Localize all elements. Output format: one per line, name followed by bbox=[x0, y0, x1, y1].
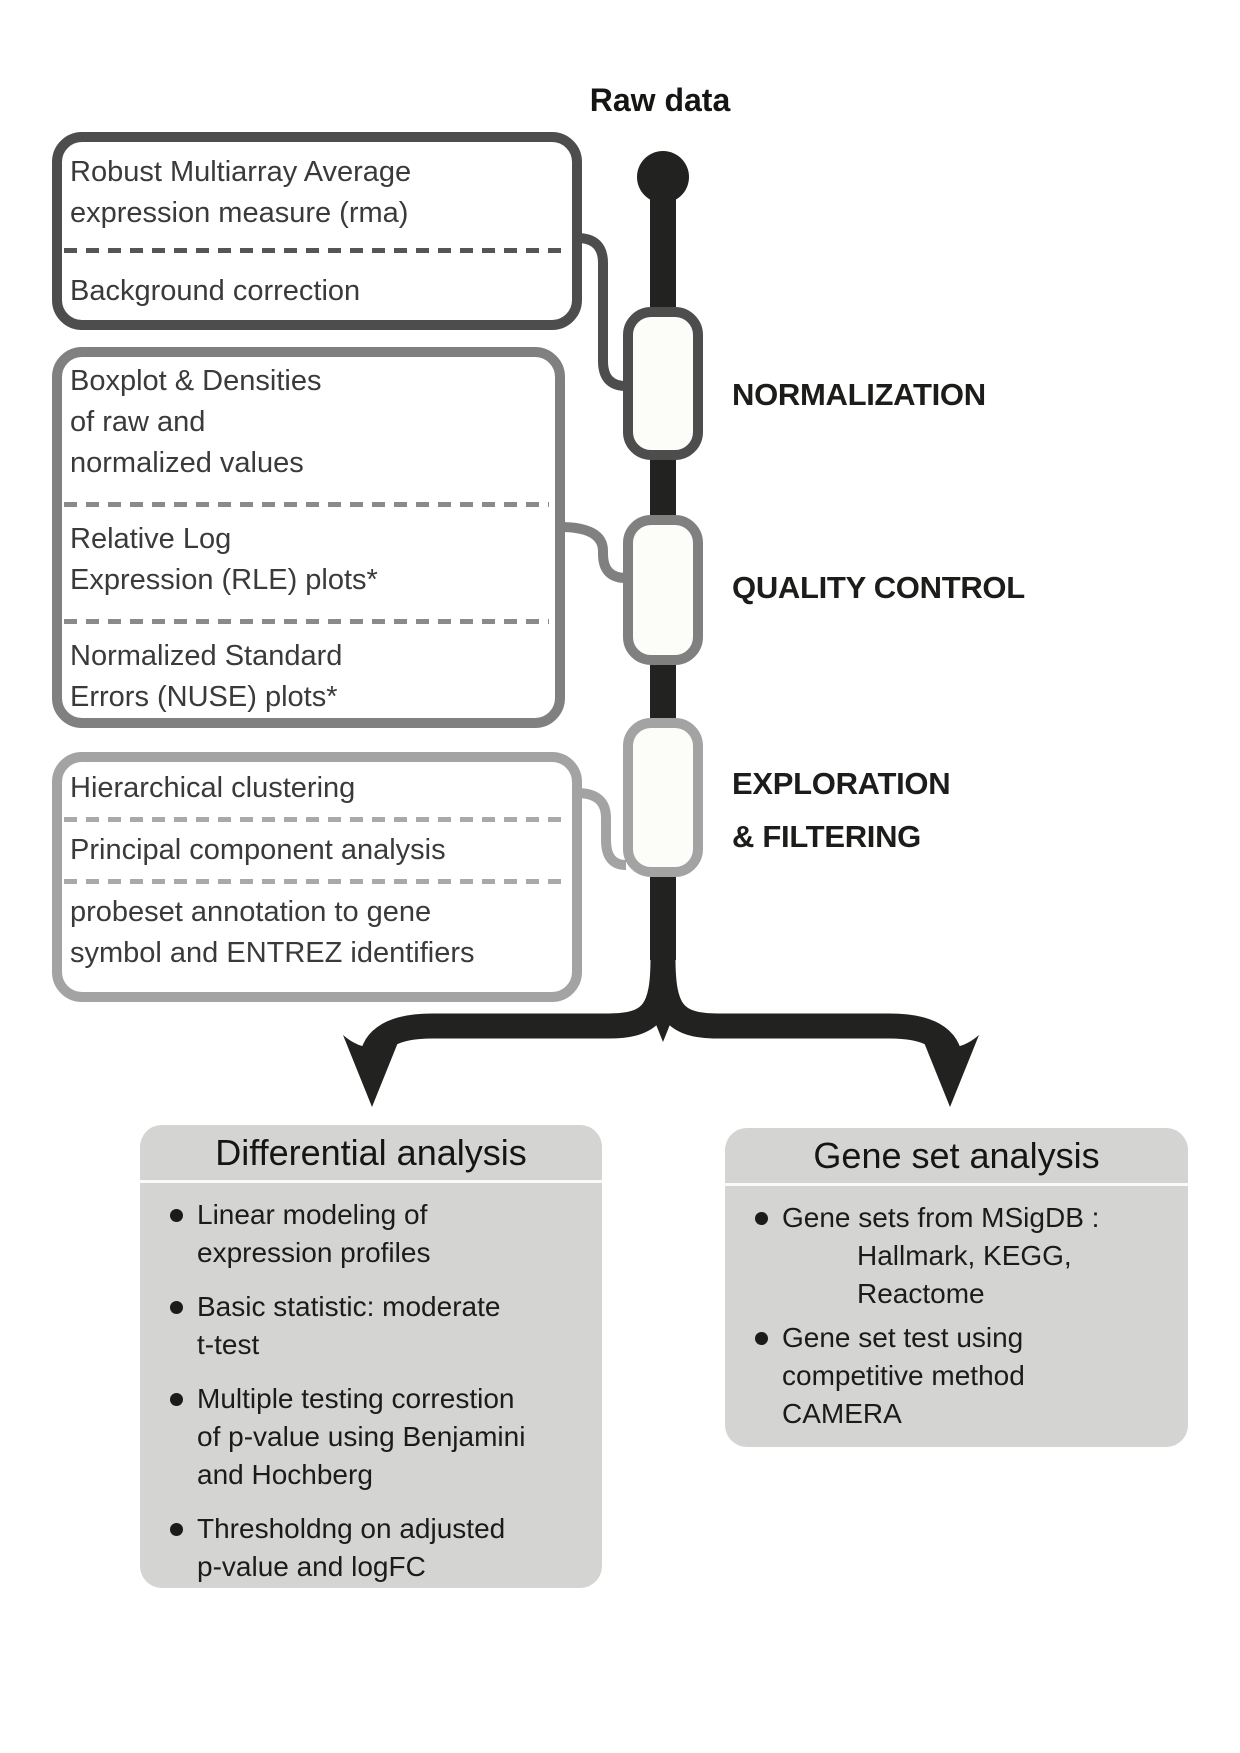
box-line: Boxplot & Densities bbox=[70, 365, 322, 397]
bullet-item bbox=[169, 1288, 588, 1364]
stage-label-exploration-filtering bbox=[732, 757, 950, 863]
bullet-line: and Hochberg bbox=[197, 1459, 373, 1490]
box-line: Hierarchical clustering bbox=[70, 772, 356, 804]
bullet-line: Hallmark, KEGG, bbox=[857, 1240, 1072, 1271]
bullet-item bbox=[754, 1199, 1174, 1313]
box-line: normalized values bbox=[70, 447, 304, 479]
bullet-line: expression profiles bbox=[197, 1237, 431, 1268]
box-line: probeset annotation to gene bbox=[70, 896, 432, 928]
box-line: Principal component analysis bbox=[70, 834, 446, 866]
dashed-divider bbox=[64, 879, 566, 884]
bullet-item bbox=[169, 1196, 588, 1272]
bullet-line: p-value and logFC bbox=[197, 1551, 426, 1582]
box-normalization-methods bbox=[52, 132, 582, 330]
panel-title: Differential analysis bbox=[140, 1125, 602, 1183]
box-quality-control-methods bbox=[52, 347, 565, 728]
bullet-line: Gene set test using bbox=[782, 1322, 1024, 1353]
bullet-line: Reactome bbox=[857, 1278, 985, 1309]
dashed-divider bbox=[64, 817, 566, 822]
stage-label-normalization bbox=[732, 368, 986, 421]
bullet-line: competitive method bbox=[782, 1360, 1025, 1391]
bullet-line: Basic statistic: moderate bbox=[197, 1291, 501, 1322]
panel-bullet-list bbox=[140, 1183, 602, 1586]
connector-quality-control bbox=[560, 527, 626, 578]
stage-label-line: & FILTERING bbox=[732, 819, 921, 854]
dashed-divider bbox=[64, 248, 566, 253]
stage-label-line: EXPLORATION bbox=[732, 766, 951, 801]
bullet-line: Multiple testing correstion bbox=[197, 1383, 515, 1414]
box-line: Normalized Standard bbox=[70, 640, 343, 672]
bullet-line: Gene sets from MSigDB : bbox=[782, 1202, 1100, 1233]
dashed-divider bbox=[64, 619, 549, 624]
panel-bullet-list bbox=[725, 1186, 1188, 1433]
connector-exploration bbox=[577, 793, 626, 865]
box-line: Errors (NUSE) plots* bbox=[70, 681, 338, 713]
bullet-item bbox=[169, 1380, 588, 1494]
bullet-item bbox=[754, 1319, 1174, 1433]
branch-junction-notch bbox=[651, 1012, 675, 1042]
bullet-line: CAMERA bbox=[782, 1398, 902, 1429]
connector-normalization bbox=[577, 238, 626, 386]
bullet-item bbox=[169, 1510, 588, 1586]
box-line: Background correction bbox=[70, 275, 361, 307]
panel-gene-set-analysis bbox=[725, 1128, 1188, 1447]
bullet-line: of p-value using Benjamini bbox=[197, 1421, 526, 1452]
box-line: Relative Log bbox=[70, 523, 232, 555]
bullet-line: t-test bbox=[197, 1329, 260, 1360]
box-exploration-methods bbox=[52, 752, 582, 1002]
pill-exploration-filtering bbox=[623, 718, 703, 877]
panel-differential-analysis bbox=[140, 1125, 602, 1588]
branch-arm-right bbox=[663, 870, 950, 1062]
raw-data-label: Raw data bbox=[589, 82, 731, 118]
dashed-divider bbox=[64, 502, 549, 507]
box-line: symbol and ENTREZ identifiers bbox=[70, 937, 475, 969]
box-line: Robust Multiarray Average bbox=[70, 156, 412, 188]
pill-quality-control bbox=[623, 515, 703, 665]
stage-label-line: NORMALIZATION bbox=[732, 377, 986, 412]
panel-title: Gene set analysis bbox=[725, 1128, 1188, 1186]
pill-normalization bbox=[623, 307, 703, 460]
box-line: expression measure (rma) bbox=[70, 197, 409, 229]
stage-label-quality-control bbox=[732, 561, 1025, 614]
box-line: Expression (RLE) plots* bbox=[70, 564, 378, 596]
bullet-line: Linear modeling of bbox=[197, 1199, 428, 1230]
box-line: of raw and bbox=[70, 406, 206, 438]
bullet-line: Thresholdng on adjusted bbox=[197, 1513, 506, 1544]
stage-label-line: QUALITY CONTROL bbox=[732, 570, 1025, 605]
